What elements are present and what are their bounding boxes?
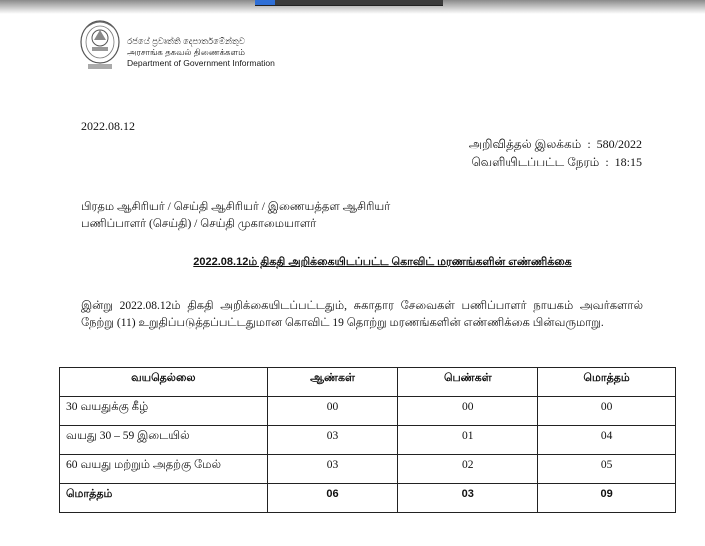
cell-total: 05: [538, 455, 676, 484]
header-female: பெண்கள்: [398, 368, 538, 397]
cell-male: 03: [267, 426, 398, 455]
department-name-tamil: அரசாங்க தகவல் திணைக்களம்: [127, 47, 245, 57]
department-name-sinhala: රජයේ ප්‍රවෘත්ති දෙපාර්තමේන්තුව: [127, 36, 245, 46]
government-emblem-icon: [78, 16, 122, 72]
notice-number-separator: :: [587, 137, 591, 151]
cell-female: 00: [398, 397, 538, 426]
notice-info: [469, 135, 642, 171]
body-paragraph: இன்று 2022.08.12ம் திகதி அறிக்கையிடப்பட்டதும், சுகாதார சேவைகள் பணிப்பாளர் நாயகம் அவர்களால் நேற்று (11) உறுதிப்படுத்தப்பட்டதுமான கொவிட் 19 தொற்று மரணங்களின் எண்ணிக்கை பின்வருமாறு.: [81, 300, 643, 329]
cell-male: 03: [267, 455, 398, 484]
covid-deaths-table: [59, 367, 676, 513]
cell-age-range: வயது 30 – 59 இடையில்: [60, 426, 268, 455]
notice-number-label: அறிவித்தல் இலக்கம்: [468, 137, 582, 151]
notice-number-row: [469, 135, 642, 153]
viewer-tab-strip[interactable]: [255, 0, 443, 6]
notice-time-label: வெளியிடப்பட்ட நேரம்: [471, 155, 600, 169]
recipients-line-1: பிரதம ஆசிரியர் / செய்தி ஆசிரியர் / இணையத்தள ஆசிரியர்: [81, 201, 391, 213]
document-title: 2022.08.12ம் திகதி அறிக்கையிடப்பட்ட கொவிட் மரணங்களின் எண்ணிக்கை: [193, 256, 572, 268]
cell-age-range: 30 வயதுக்கு கீழ்: [60, 397, 268, 426]
recipients-line-2: பணிப்பாளர் (செய்தி) / செய்தி முகாமையாளர்: [81, 218, 317, 230]
table-total-row: [60, 484, 676, 513]
recipients-block: [81, 199, 390, 233]
table-row: [60, 455, 676, 484]
header-total: மொத்தம்: [538, 368, 676, 397]
cell-age-range: 60 வயது மற்றும் அதற்கு மேல்: [60, 455, 268, 484]
department-header: [127, 36, 275, 69]
department-name-english: Department of Government Information: [127, 58, 275, 68]
cell-total: 04: [538, 426, 676, 455]
cell-female: 02: [398, 455, 538, 484]
table-header-row: [60, 368, 676, 397]
header-male: ஆண்கள்: [267, 368, 398, 397]
document-date: 2022.08.12: [81, 119, 135, 133]
table-row: [60, 397, 676, 426]
total-label: மொத்தம்: [60, 484, 268, 513]
notice-time-value: 18:15: [614, 155, 642, 169]
total-female: 03: [398, 484, 538, 513]
cell-total: 00: [538, 397, 676, 426]
total-male: 06: [267, 484, 398, 513]
cell-female: 01: [398, 426, 538, 455]
notice-time-separator: :: [605, 155, 609, 169]
header-age-range: வயதெல்லை: [60, 368, 268, 397]
notice-number-value: 580/2022: [596, 137, 642, 151]
total-overall: 09: [538, 484, 676, 513]
cell-male: 00: [267, 397, 398, 426]
table-row: [60, 426, 676, 455]
notice-time-row: [469, 153, 642, 171]
